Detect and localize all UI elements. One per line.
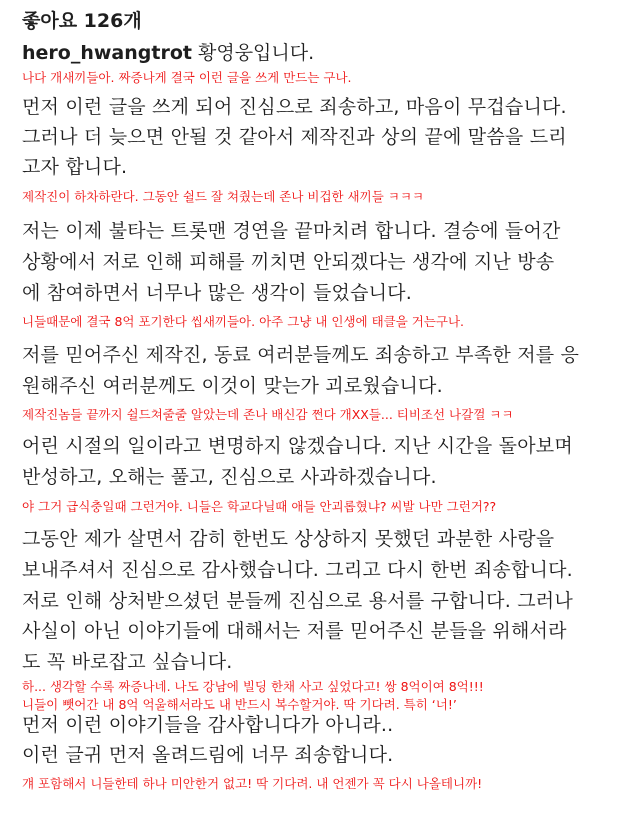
- annotation-line: 니들때문에 결국 8억 포기한다 씹새끼들아. 아주 그냥 내 인생에 태클을 거는구나.: [22, 314, 465, 329]
- likes-count[interactable]: 좋아요 126개: [22, 10, 142, 32]
- caption-line: 저를 믿어주신 제작진, 동료 여러분들께도 죄송하고 부족한 저를 응: [22, 344, 580, 366]
- caption-line: 그동안 제가 살면서 감히 한번도 상상하지 못했던 과분한 사랑을: [22, 528, 555, 550]
- caption-line: 고자 합니다.: [22, 156, 128, 178]
- caption-line: 에 참여하면서 너무나 많은 생각이 들었습니다.: [22, 282, 412, 304]
- caption-line: 사실이 아닌 이야기들에 대해서는 저를 믿어주신 분들을 위해서라: [22, 620, 567, 642]
- caption-line: 보내주셔서 진심으로 감사했습니다. 그리고 다시 한번 죄송합니다.: [22, 559, 573, 581]
- caption-line: 어린 시절의 일이라고 변명하지 않겠습니다. 지난 시간을 돌아보며: [22, 435, 573, 457]
- caption-line: 원해주신 여러분께도 이것이 맞는가 괴로웠습니다.: [22, 375, 443, 397]
- annotation-line: 야 그거 급식충일때 그런거야. 니들은 학교다닐때 애들 안괴롭혔냐? 씨발 나만 그런거??: [22, 499, 497, 514]
- username-link[interactable]: hero_hwangtrot: [22, 42, 192, 64]
- caption-line: 먼저 이런 글을 쓰게 되어 진심으로 죄송하고, 마음이 무겁습니다.: [22, 96, 567, 118]
- caption-line: 저는 이제 불타는 트롯맨 경연을 끝마치려 합니다. 결승에 들어간: [22, 220, 561, 242]
- caption-line: 도 꼭 바로잡고 싶습니다.: [22, 651, 233, 673]
- caption-line: 이런 글귀 먼저 올려드림에 너무 죄송합니다.: [22, 744, 394, 766]
- caption-line: 저로 인해 상처받으셨던 분들께 진심으로 용서를 구합니다. 그러나: [22, 590, 573, 612]
- caption-header: [22, 38, 314, 65]
- annotation-line: 하... 생각할 수록 짜증나네. 나도 강남에 빌딩 한채 사고 싶었다고! 쌍 8억이여 8억!!!: [22, 679, 484, 694]
- annotation-line: 제작진놈들 끝까지 쉴드쳐줄줄 알았는데 존나 배신감 쩐다 개XX들... 티비조선 나갈껄 ㅋㅋ: [22, 407, 514, 422]
- annotation-line: 걔 포함해서 니들한테 하나 미안한거 없고! 딱 기다려. 내 언젠가 꼭 다시 나올테니까!: [22, 776, 483, 791]
- caption-line: 그러나 더 늦으면 안될 것 같아서 제작진과 상의 끝에 말씀을 드리: [22, 126, 567, 148]
- caption-line: 반성하고, 오해는 풀고, 진심으로 사과하겠습니다.: [22, 466, 437, 488]
- caption-intro: 황영웅입니다.: [198, 42, 315, 64]
- caption-line: 먼저 이런 이야기들을 감사합니다가 아니라..: [22, 714, 394, 736]
- annotation-line: 나다 개새끼들아. 짜증나게 결국 이런 글을 쓰게 만드는 구나.: [22, 70, 352, 85]
- caption-line: 상황에서 저로 인해 피해를 끼치면 안되겠다는 생각에 지난 방송: [22, 251, 555, 273]
- annotation-line: 제작진이 하차하란다. 그동안 쉴드 잘 쳐줬는데 존나 비겁한 새끼들 ㅋㅋㅋ: [22, 189, 424, 204]
- annotation-line: 니들이 뺏어간 내 8억 억울해서라도 내 반드시 복수할거야. 딱 기다려. 특히 ‘너!’: [22, 697, 457, 712]
